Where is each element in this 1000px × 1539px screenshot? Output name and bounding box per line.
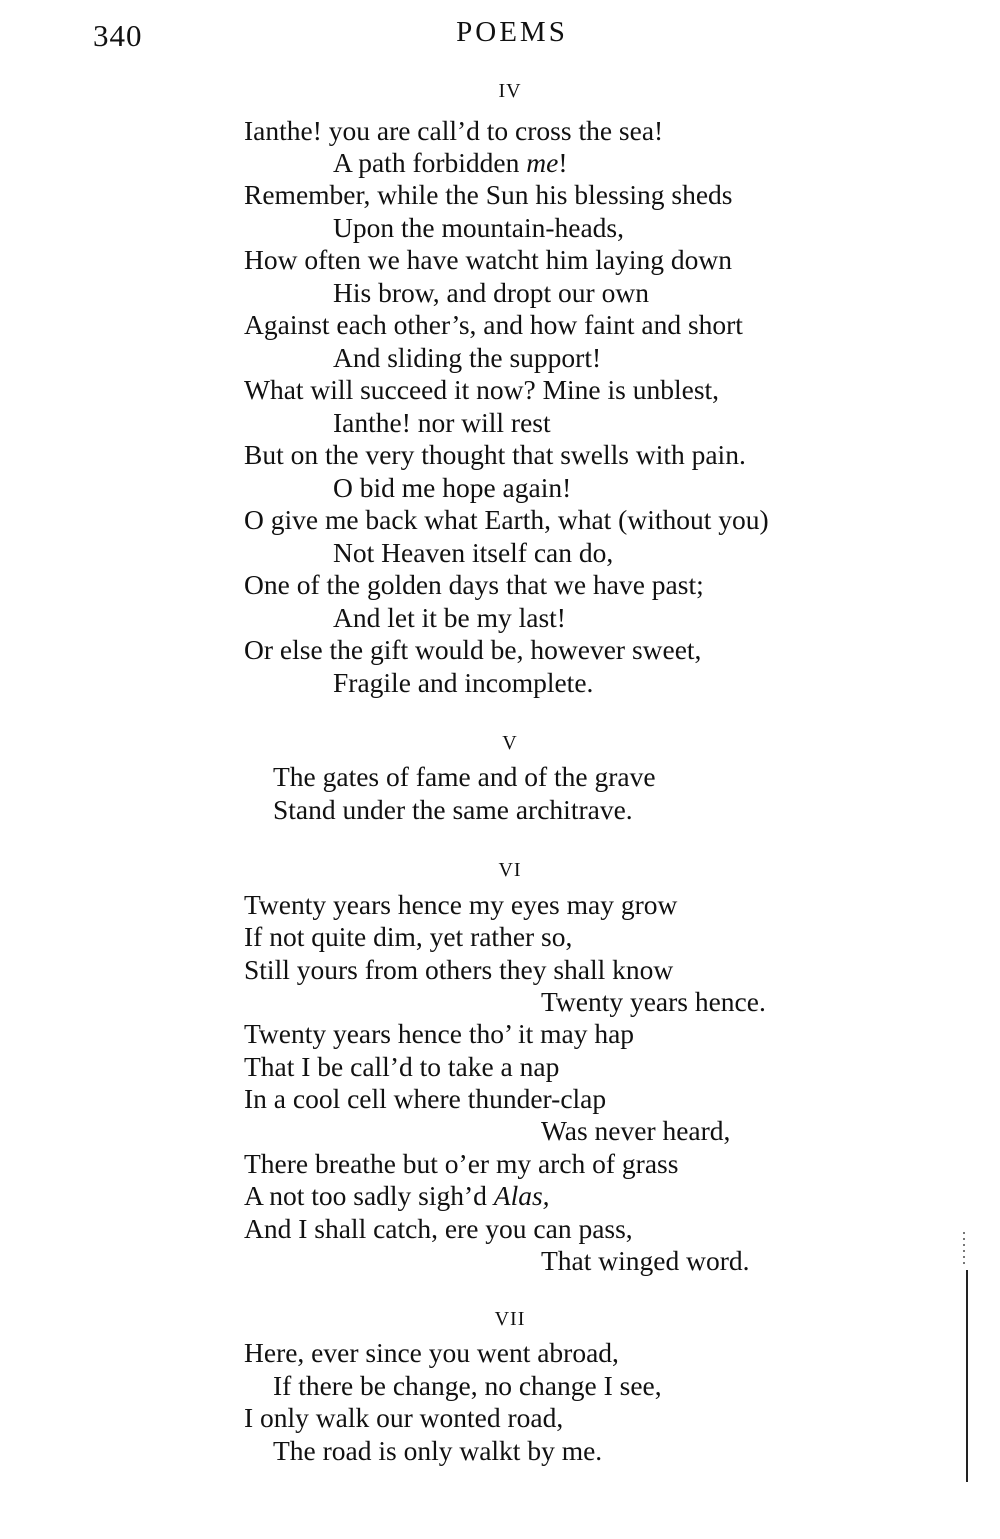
poem-line: What will succeed it now? Mine is unblest, bbox=[244, 374, 720, 405]
poem-line: Twenty years hence tho’ it may hap bbox=[244, 1018, 635, 1049]
poem-line: The gates of fame and of the grave bbox=[273, 761, 656, 792]
poem-line: Ianthe! nor will rest bbox=[333, 407, 551, 438]
section-number-vi: VI bbox=[498, 859, 522, 881]
poem-line: Was never heard, bbox=[541, 1115, 731, 1146]
section-number-iv: IV bbox=[498, 80, 522, 102]
poem-line: I only walk our wonted road, bbox=[244, 1402, 564, 1433]
poem-line: Twenty years hence. bbox=[541, 986, 766, 1017]
italic-word: Alas, bbox=[493, 1180, 550, 1211]
poem-line: Still yours from others they shall know bbox=[244, 954, 674, 985]
poem-line: In a cool cell where thunder-clap bbox=[244, 1083, 607, 1114]
poem-line: And let it be my last! bbox=[333, 602, 566, 633]
margin-rule bbox=[966, 1270, 968, 1482]
poem-line: If not quite dim, yet rather so, bbox=[244, 921, 573, 952]
page-number: 340 bbox=[93, 18, 143, 53]
poem-line: But on the very thought that swells with pain. bbox=[244, 439, 746, 470]
poem-line: His brow, and dropt our own bbox=[333, 277, 649, 308]
section-number-v: V bbox=[502, 732, 518, 754]
poem-line: O give me back what Earth, what (without you) bbox=[244, 504, 769, 535]
poem-line: Stand under the same architrave. bbox=[273, 794, 633, 825]
poem-line: Against each other’s, and how faint and short bbox=[244, 309, 743, 340]
poem-line: And sliding the support! bbox=[333, 342, 602, 373]
poem-line: Remember, while the Sun his blessing sheds bbox=[244, 179, 733, 210]
poem-line: If there be change, no change I see, bbox=[273, 1370, 662, 1401]
poem-line: Ianthe! you are call’d to cross the sea! bbox=[244, 115, 664, 146]
poem-line: O bid me hope again! bbox=[333, 472, 572, 503]
poem-line: Or else the gift would be, however sweet, bbox=[244, 634, 702, 665]
poem-line: How often we have watcht him laying down bbox=[244, 244, 733, 275]
poem-line: There breathe but o’er my arch of grass bbox=[244, 1148, 679, 1179]
poem-line: And I shall catch, ere you can pass, bbox=[244, 1213, 633, 1244]
poem-line: Not Heaven itself can do, bbox=[333, 537, 614, 568]
poem-line: Here, ever since you went abroad, bbox=[244, 1337, 619, 1368]
section-number-vii: VII bbox=[494, 1308, 526, 1330]
poem-line: A not too sadly sigh’d Alas, bbox=[244, 1180, 550, 1211]
italic-word: me bbox=[526, 147, 559, 178]
poem-line: Twenty years hence my eyes may grow bbox=[244, 889, 678, 920]
poem-line: One of the golden days that we have past; bbox=[244, 569, 704, 600]
poem-line: That I be call’d to take a nap bbox=[244, 1051, 560, 1082]
poem-line: The road is only walkt by me. bbox=[273, 1435, 603, 1466]
margin-dotted-mark bbox=[963, 1232, 965, 1266]
poem-line: Upon the mountain-heads, bbox=[333, 212, 624, 243]
poem-line: A path forbidden me! bbox=[333, 147, 568, 178]
poem-line: That winged word. bbox=[541, 1245, 750, 1276]
poem-line: Fragile and incomplete. bbox=[333, 667, 594, 698]
running-title: POEMS bbox=[456, 16, 568, 48]
